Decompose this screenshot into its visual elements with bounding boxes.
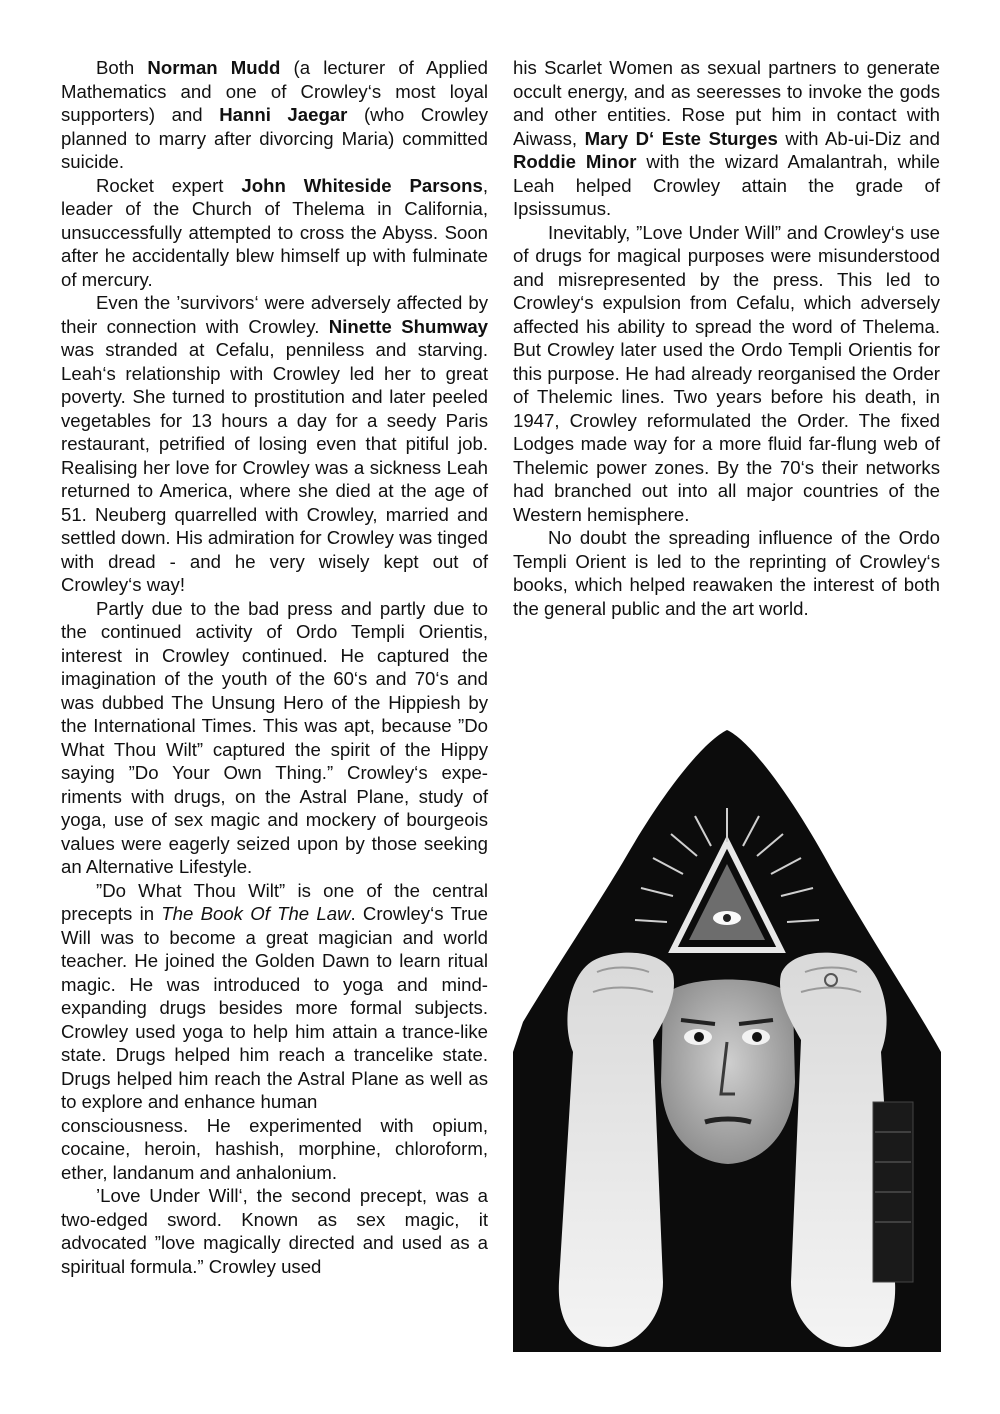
bold-name: Roddie Minor [513,151,637,172]
paragraph [61,879,488,1114]
left-arm [559,953,674,1347]
paragraph [513,526,940,620]
paragraph-continuation [61,1114,488,1185]
bold-name: Hanni Jaegar [219,104,348,125]
paragraph [513,221,940,527]
text-run: No doubt the spreading influence of the Ordo Templi Orient is led to the reprinting of Crowley‘s books, which helped reawaken the interest of both the general public and the art world. [513,527,940,619]
paragraph [61,291,488,597]
photo-illustration [513,722,941,1352]
book-title: The Book Of The Law [161,903,351,924]
text-run: (a lecturer of Applied Mathematics and one of Crowley‘s most loyal supporters) and [61,57,488,125]
face [661,980,795,1165]
text-run: with the wizard Amalantrah, while Leah helped Crowley attain the grade of Ipsissumus. [513,151,941,219]
paragraph-continuation [513,56,940,221]
text-run: his Scarlet Women as sexual partners to generate occult energy, and as seeresses to invoke the gods and other entities. Rose put him in contact with Aiwass, [513,57,940,149]
text-run: Inevitably, ”Love Under Will” and Crowley‘s use of drugs for magical purposes were misunderstood and misrepresented by the press. This led to Crowley‘s expulsion from Cefalu, which adversely affected his ability to spread the word of Thelema. But Crowley later used the Ordo Templi Orientis for this purpose. He had already reorganised the Order of Thelemic lines. Two years before his death, in 1947, Crowley reformulated the Order. The fixed Lodges made way for a more fluid far-flung web of Thelemic power zones. By the 70‘s their networks had branched out into all major countries of the Western hemisphere. [513,221,940,525]
text-run: Both [96,57,148,78]
text-run: consciousness. He experimented with opium, cocaine, heroin, hashish, morphine, chloroform, ether, landanum and anhalonium. [61,1114,488,1183]
right-text-column [513,56,940,620]
bold-name: Ninette Shumway [328,315,489,337]
left-text-column [61,56,488,1278]
bold-name: Mary D‘ Este Sturges [584,127,778,149]
paragraph [61,56,488,174]
text-run: ”Do What Thou Wilt” is one of the central precepts in [61,879,488,924]
paragraph [61,1184,488,1278]
bold-name: John Whiteside Parsons [241,174,483,196]
paragraph [61,174,488,292]
text-run: (who Crowley planned to marry after divorcing Maria) committed suicide. [61,104,488,172]
text-run: Even the ’survivors‘ were adversely affected by their connection with Crowley. [61,292,488,337]
text-run: , leader of the Church of Thelema in California, unsuccessfully attempted to cross the Abyss. Soon after he accidentally blew himself up with fulminate of mercury. [61,174,488,290]
paragraph [61,597,488,879]
text-run: was stranded at Cefalu, penniless and starving. Leah‘s relationship with Crowley led her to great poverty. She turned to prostitution and later peeled vegetables for 13 hours a day for a seedy Paris restaurant, petrified of losing even that pitiful job. Realising her love for Crowley was a sickness Leah returned to America, where she died at the age of 51. Neuberg quarrelled with Crowley, married and settled down. His admiration for Crowley was tinged with dread - and he very wisely kept out of Crowley‘s way! [61,339,488,595]
text-run: with Ab-ui-Diz and [777,127,940,149]
bold-name: Norman Mudd [147,57,281,78]
text-run: Partly due to the bad press and partly due to the continued activity of Ordo Templi Orientis, interest in Crowley continued. He captured the imagination of the youth of the 60‘s and 70‘s and was dubbed The Unsung Hero of the Hippiesh by the International Times. This was apt, because ”Do What Thou Wilt” captured the spirit of the Hippy saying ”Do Your Own Thing.” Crowley‘s experiments with drugs, on the Astral Plane, study of yoga, use of sex magic and mockery of bourgeois values were eagerly seized upon by those seeking an Alternative Lifestyle. [61,597,488,877]
crowley-photograph [513,722,941,1352]
text-run: ’Love Under Will‘, the second precept, was a two-edged sword. Known as sex magic, it advocated ”love magically directed and used as a spiritual formula.” Crowley used [61,1185,488,1277]
text-run: Rocket expert [96,174,242,196]
text-run: . Crowley‘s True Will was to become a great magician and world teacher. He joined the Golden Dawn to learn ritual magic. He was introduced to yoga and mind-expanding drugs besides more formal subjects. Crowley used yoga to help him attain a trance-like state. Drugs helped him reach a trancelike state. Drugs helped him reach the Astral Plane as well as to explore and enhance human [61,903,488,1112]
